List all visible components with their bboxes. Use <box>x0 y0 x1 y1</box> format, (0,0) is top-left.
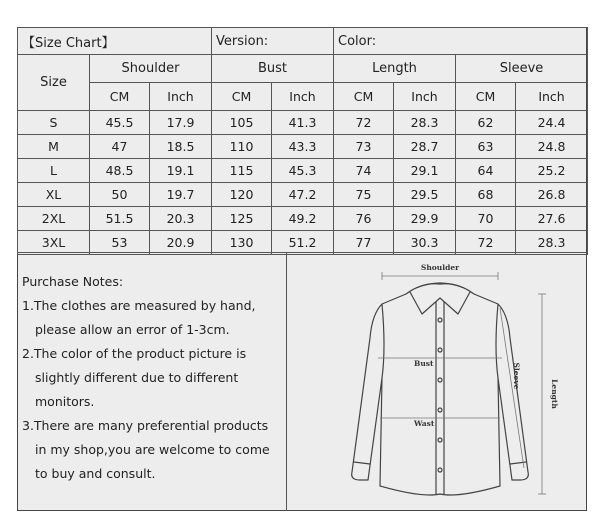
measurement-cell: 68 <box>456 183 516 207</box>
measurement-cell: 49.2 <box>272 207 334 231</box>
measurement-cell: 43.3 <box>272 135 334 159</box>
unit-header: Inch <box>150 83 212 111</box>
note-line: 2.The color of the product picture is <box>22 346 247 361</box>
measurement-cell: 50 <box>90 183 150 207</box>
table-row <box>18 183 588 207</box>
size-cell: L <box>18 159 90 183</box>
measurement-cell: 29.5 <box>394 183 456 207</box>
measurement-cell: 115 <box>212 159 272 183</box>
size-chart-table <box>17 27 588 255</box>
table-row <box>18 207 588 231</box>
note-line: to buy and consult. <box>35 466 156 481</box>
measurement-cell: 28.7 <box>394 135 456 159</box>
unit-header: CM <box>334 83 394 111</box>
table-top-row <box>18 28 588 55</box>
note-line: 3.There are many preferential products <box>22 418 269 433</box>
measurement-cell: 20.9 <box>150 231 212 255</box>
measurement-cell: 19.7 <box>150 183 212 207</box>
measurement-cell: 26.8 <box>516 183 588 207</box>
size-header: Size <box>18 55 90 111</box>
size-chart-label: 【Size Chart】 <box>18 28 212 55</box>
measurement-cell: 47.2 <box>272 183 334 207</box>
unit-header: CM <box>90 83 150 111</box>
measurement-cell: 75 <box>334 183 394 207</box>
unit-header: Inch <box>394 83 456 111</box>
measurement-cell: 27.6 <box>516 207 588 231</box>
measurement-cell: 110 <box>212 135 272 159</box>
measurement-cell: 77 <box>334 231 394 255</box>
measurement-cell: 28.3 <box>516 231 588 255</box>
table-row <box>18 111 588 135</box>
shirt-measurement-diagram <box>290 258 582 508</box>
measurement-cell: 29.9 <box>394 207 456 231</box>
measurement-cell: 24.4 <box>516 111 588 135</box>
sleeve-header: Sleeve <box>456 55 588 83</box>
version-label: Version: <box>212 28 334 55</box>
size-cell: M <box>18 135 90 159</box>
unit-header-row <box>18 83 588 111</box>
table-row <box>18 135 588 159</box>
measurement-cell: 130 <box>212 231 272 255</box>
unit-header: CM <box>212 83 272 111</box>
measurement-cell: 125 <box>212 207 272 231</box>
waist-label: Wast <box>414 419 435 428</box>
measurement-cell: 72 <box>456 231 516 255</box>
measurement-cell: 47 <box>90 135 150 159</box>
bust-label: Bust <box>414 359 434 368</box>
measurement-cell: 72 <box>334 111 394 135</box>
measurement-cell: 63 <box>456 135 516 159</box>
measurement-cell: 29.1 <box>394 159 456 183</box>
section-divider-vertical <box>286 253 287 511</box>
measurement-cell: 120 <box>212 183 272 207</box>
measurement-cell: 45.5 <box>90 111 150 135</box>
measurement-cell: 24.8 <box>516 135 588 159</box>
size-cell: 3XL <box>18 231 90 255</box>
table-row <box>18 231 588 255</box>
section-divider-horizontal <box>17 252 587 253</box>
note-line: 1.The clothes are measured by hand, <box>22 298 256 313</box>
notes-title: Purchase Notes: <box>22 274 124 289</box>
shirt-outline <box>352 283 529 495</box>
measurement-cell: 51.2 <box>272 231 334 255</box>
unit-header: CM <box>456 83 516 111</box>
measurement-cell: 70 <box>456 207 516 231</box>
measurement-cell: 76 <box>334 207 394 231</box>
sleeve-label: Sleeve <box>512 362 521 390</box>
measurement-cell: 73 <box>334 135 394 159</box>
size-cell: XL <box>18 183 90 207</box>
measurement-cell: 17.9 <box>150 111 212 135</box>
note-line: slightly different due to different <box>35 370 239 385</box>
measurement-cell: 19.1 <box>150 159 212 183</box>
measurement-cell: 64 <box>456 159 516 183</box>
bust-header: Bust <box>212 55 334 83</box>
shoulder-label: Shoulder <box>420 263 460 272</box>
measurement-cell: 62 <box>456 111 516 135</box>
color-label: Color: <box>334 28 588 55</box>
measurement-cell: 53 <box>90 231 150 255</box>
size-cell: 2XL <box>18 207 90 231</box>
measurement-cell: 41.3 <box>272 111 334 135</box>
size-cell: S <box>18 111 90 135</box>
measurement-cell: 105 <box>212 111 272 135</box>
measurement-cell: 20.3 <box>150 207 212 231</box>
purchase-notes <box>22 270 284 486</box>
unit-header: Inch <box>516 83 588 111</box>
measurement-cell: 28.3 <box>394 111 456 135</box>
length-header: Length <box>334 55 456 83</box>
note-line: please allow an error of 1-3cm. <box>35 322 230 337</box>
unit-header: Inch <box>272 83 334 111</box>
measurement-cell: 74 <box>334 159 394 183</box>
length-label: Length <box>550 379 559 409</box>
note-line: monitors. <box>35 394 95 409</box>
note-line: in my shop,you are welcome to come <box>35 442 270 457</box>
measurement-cell: 25.2 <box>516 159 588 183</box>
measurement-cell: 45.3 <box>272 159 334 183</box>
shoulder-header: Shoulder <box>90 55 212 83</box>
measurement-cell: 48.5 <box>90 159 150 183</box>
measurement-cell: 30.3 <box>394 231 456 255</box>
table-row <box>18 159 588 183</box>
measurement-cell: 18.5 <box>150 135 212 159</box>
measurement-cell: 51.5 <box>90 207 150 231</box>
group-header-row <box>18 55 588 83</box>
